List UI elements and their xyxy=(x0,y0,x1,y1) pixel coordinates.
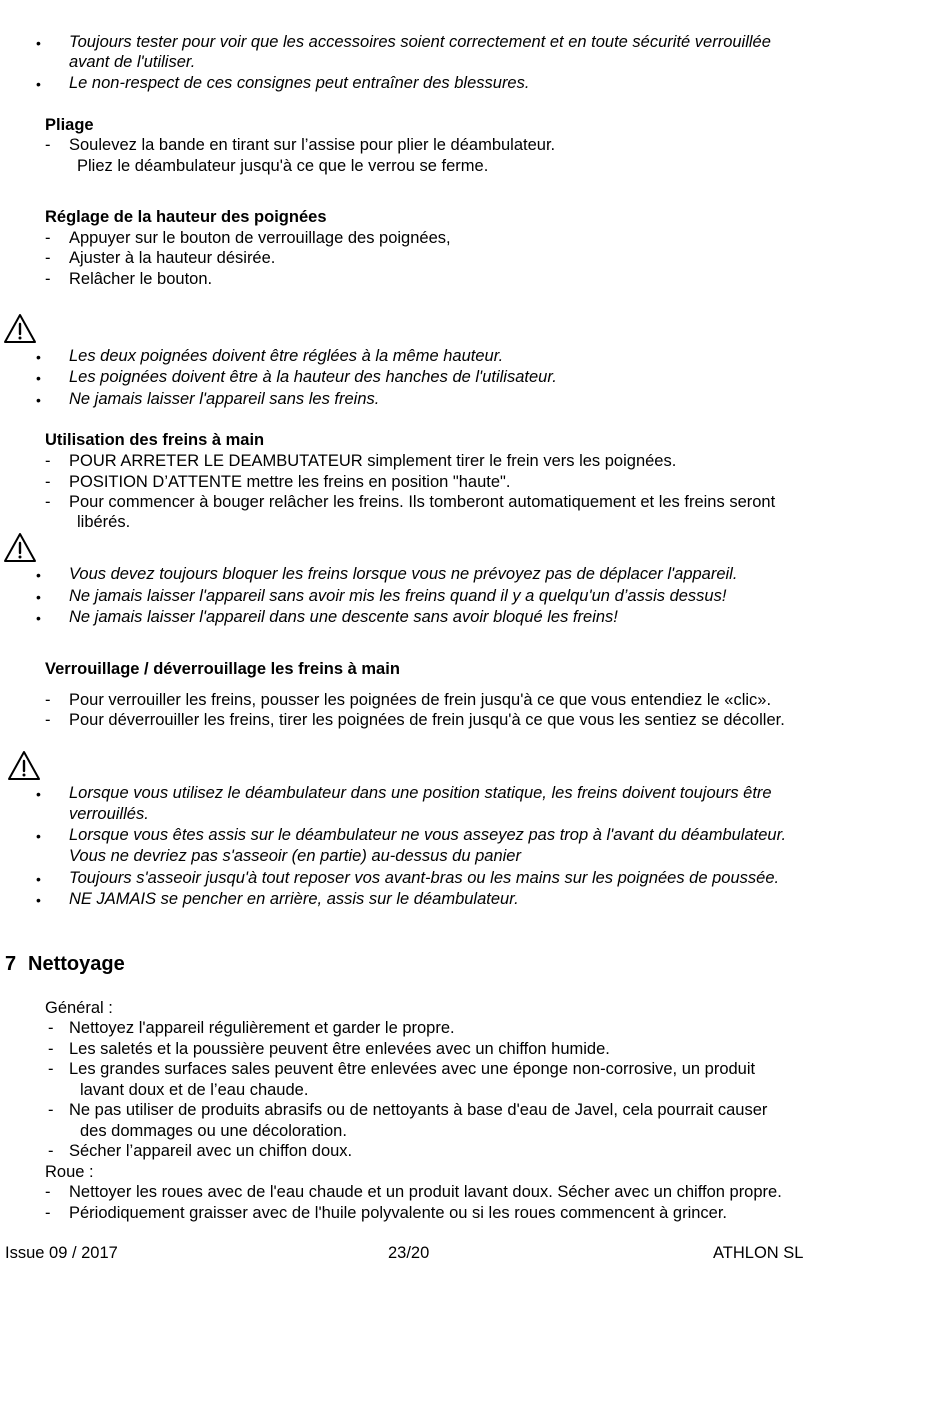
chapter-number: 7 xyxy=(5,953,17,975)
instruction-text: Relâcher le bouton. xyxy=(69,270,213,288)
bullet-icon: • xyxy=(36,370,41,386)
dash-marker: - xyxy=(45,711,51,729)
bullet-icon: • xyxy=(36,871,41,887)
dash-marker: - xyxy=(45,452,51,470)
warning-text: Vous ne devriez pas s'asseoir (en partie) au-dessus du panier xyxy=(69,847,521,865)
cleaning-text: Nettoyez l'appareil régulièrement et garder le propre. xyxy=(69,1019,455,1037)
bullet-icon: • xyxy=(36,349,41,365)
warning-text: Toujours s'asseoir jusqu'à tout reposer vos avant-bras ou les mains sur les poignées de poussée. xyxy=(69,869,780,887)
warning-triangle-icon xyxy=(3,532,37,564)
warning-text: verrouillés. xyxy=(69,805,149,823)
bullet-icon: • xyxy=(36,76,41,92)
dash-marker: - xyxy=(45,493,51,511)
subsection-label-general: Général : xyxy=(45,999,113,1017)
bullet-icon: • xyxy=(36,392,41,408)
warning-text: Les deux poignées doivent être réglées à la même hauteur. xyxy=(69,347,504,365)
cleaning-text: des dommages ou une décoloration. xyxy=(80,1122,347,1140)
dash-marker: - xyxy=(45,270,51,288)
warning-text: Ne jamais laisser l'appareil sans les freins. xyxy=(69,390,380,408)
subsection-label-roue: Roue : xyxy=(45,1163,94,1181)
dash-marker: - xyxy=(45,1204,51,1222)
section-title-freins: Utilisation des freins à main xyxy=(45,431,265,449)
cleaning-text: lavant doux et de l’eau chaude. xyxy=(80,1081,309,1099)
instruction-text: Soulevez la bande en tirant sur l’assise pour plier le déambulateur. xyxy=(69,136,556,154)
instruction-text: POSITION D’ATTENTE mettre les freins en position "haute". xyxy=(69,473,511,491)
instruction-text: Pliez le déambulateur jusqu'à ce que le verrou se ferme. xyxy=(77,157,489,175)
dash-marker: - xyxy=(45,473,51,491)
warning-text: Lorsque vous êtes assis sur le déambulateur ne vous asseyez pas trop à l'avant du déambulateur. xyxy=(69,826,787,844)
warning-text: Vous devez toujours bloquer les freins lorsque vous ne prévoyez pas de déplacer l'appareil. xyxy=(69,565,738,583)
instruction-text: Pour verrouiller les freins, pousser les poignées de frein jusqu'à ce que vous entendiez le «clic». xyxy=(69,691,772,709)
dash-marker: - xyxy=(48,1101,54,1119)
warning-triangle-icon xyxy=(3,313,37,345)
bullet-icon: • xyxy=(36,589,41,605)
warning-text: Les poignées doivent être à la hauteur des hanches de l'utilisateur. xyxy=(69,368,557,386)
safety-text: Toujours tester pour voir que les accessoires soient correctement et en toute sécurité verrouillée xyxy=(69,33,771,51)
instruction-text: Ajuster à la hauteur désirée. xyxy=(69,249,276,267)
bullet-icon: • xyxy=(36,35,41,51)
dash-marker: - xyxy=(45,249,51,267)
instruction-text: POUR ARRETER LE DEAMBUTATEUR simplement tirer le frein vers les poignées. xyxy=(69,452,677,470)
cleaning-text: Ne pas utiliser de produits abrasifs ou de nettoyants à base d'eau de Javel, cela pourrait causer xyxy=(69,1101,768,1119)
warning-triangle-icon xyxy=(7,750,41,782)
dash-marker: - xyxy=(48,1040,54,1058)
dash-marker: - xyxy=(48,1019,54,1037)
dash-marker: - xyxy=(45,136,51,154)
footer-issue: Issue 09 / 2017 xyxy=(5,1244,118,1262)
footer-page-number: 23/20 xyxy=(388,1244,430,1262)
dash-marker: - xyxy=(45,1183,51,1201)
instruction-text: Pour déverrouiller les freins, tirer les poignées de frein jusqu'à ce que vous les sentiez se décoller. xyxy=(69,711,785,729)
safety-text: Le non-respect de ces consignes peut entraîner des blessures. xyxy=(69,74,530,92)
instruction-text: Appuyer sur le bouton de verrouillage des poignées, xyxy=(69,229,451,247)
dash-marker: - xyxy=(48,1142,54,1160)
warning-text: NE JAMAIS se pencher en arrière, assis sur le déambulateur. xyxy=(69,890,519,908)
cleaning-text: Nettoyer les roues avec de l'eau chaude et un produit lavant doux. Sécher avec un chiffon propre. xyxy=(69,1183,782,1201)
chapter-title: Nettoyage xyxy=(28,953,125,975)
bullet-icon: • xyxy=(36,892,41,908)
warning-text: Lorsque vous utilisez le déambulateur dans une position statique, les freins doivent toujours être xyxy=(69,784,772,802)
bullet-icon: • xyxy=(36,828,41,844)
cleaning-text: Sécher l’appareil avec un chiffon doux. xyxy=(69,1142,353,1160)
bullet-icon: • xyxy=(36,610,41,626)
warning-text: Ne jamais laisser l'appareil sans avoir mis les freins quand il y a quelqu'un d’assis dessus! xyxy=(69,587,727,605)
bullet-icon: • xyxy=(36,567,41,583)
cleaning-text: Les grandes surfaces sales peuvent être enlevées avec une éponge non-corrosive, un produit xyxy=(69,1060,756,1078)
section-title-pliage: Pliage xyxy=(45,116,94,134)
cleaning-text: Périodiquement graisser avec de l'huile polyvalente ou si les roues commencent à grincer. xyxy=(69,1204,728,1222)
safety-text: avant de l'utiliser. xyxy=(69,53,196,71)
footer-product-name: ATHLON SL xyxy=(713,1244,804,1262)
section-title-reglage: Réglage de la hauteur des poignées xyxy=(45,208,327,226)
cleaning-text: Les saletés et la poussière peuvent être enlevées avec un chiffon humide. xyxy=(69,1040,610,1058)
warning-text: Ne jamais laisser l'appareil dans une descente sans avoir bloqué les freins! xyxy=(69,608,618,626)
dash-marker: - xyxy=(48,1060,54,1078)
dash-marker: - xyxy=(45,229,51,247)
instruction-text: libérés. xyxy=(77,513,131,531)
dash-marker: - xyxy=(45,691,51,709)
instruction-text: Pour commencer à bouger relâcher les freins. Ils tomberont automatiquement et les freins seront xyxy=(69,493,776,511)
section-title-verrouillage: Verrouillage / déverrouillage les freins à main xyxy=(45,660,400,678)
bullet-icon: • xyxy=(36,786,41,802)
